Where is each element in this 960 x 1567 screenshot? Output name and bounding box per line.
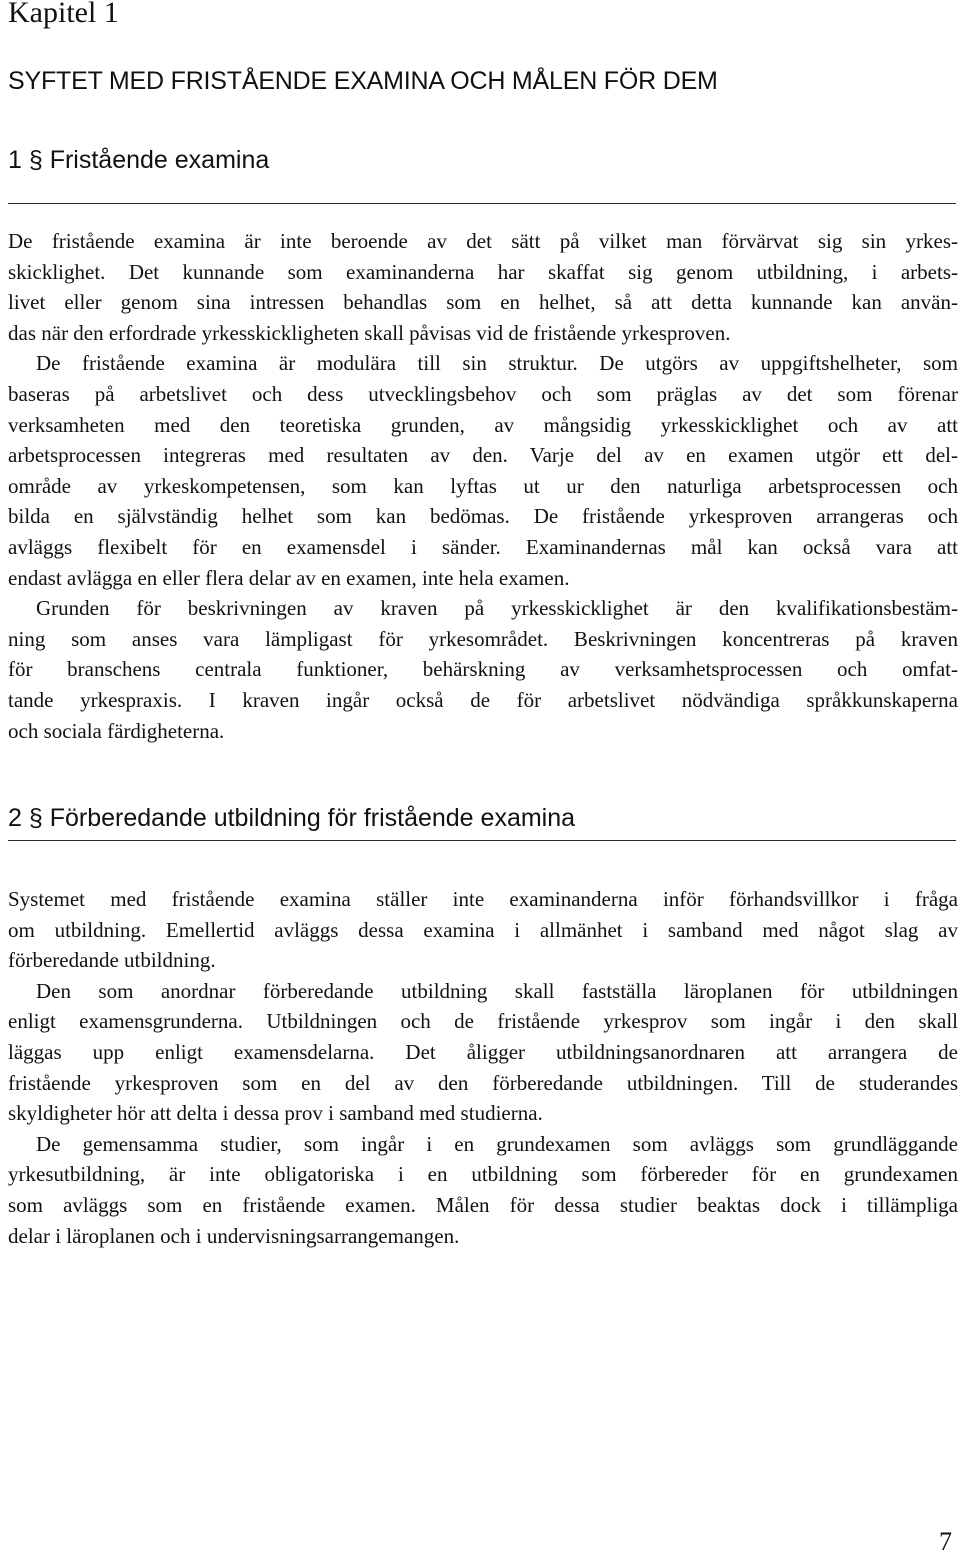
text-line: delar i läroplanen och i undervisningsarrangemangen.	[8, 1223, 460, 1248]
text-line: baseras på arbetslivet och dess utvecklingsbehov och som präglas av det som förenar	[8, 381, 958, 406]
text-line: fristående yrkesproven som en del av den förberedande utbildningen. Till de studerandes	[8, 1070, 958, 1095]
text-line: förberedande utbildning.	[8, 948, 216, 973]
text-line: bilda en självständig helhet som kan bedömas. De fristående yrkesproven arrangeras och	[8, 504, 958, 529]
chapter-label: Kapitel 1	[8, 0, 119, 29]
text-line: yrkesutbildning, är inte obligatoriska i en utbildning som förbereder för en grundexamen	[8, 1162, 958, 1187]
text-line: läggas upp enligt examensdelarna. Det åligger utbildningsanordnaren att arrangera de	[8, 1039, 958, 1064]
page-title: SYFTET MED FRISTÅENDE EXAMINA OCH MÅLEN FÖR DEM	[8, 67, 718, 95]
text-line: arbetsprocessen integreras med resultaten av den. Varje del av en examen utgör ett del-	[8, 443, 958, 468]
text-line: tande yrkespraxis. I kraven ingår också de för arbetslivet nödvändiga språkkunskaperna	[8, 687, 958, 712]
text-line: enligt examensgrunderna. Utbildningen och de fristående yrkesprov som ingår i den skall	[8, 1009, 958, 1034]
text-line: skicklighet. Det kunnande som examinanderna har skaffat sig genom utbildning, i arbets-	[8, 259, 958, 284]
section-2-body	[8, 884, 958, 1251]
text-line: ning som anses vara lämpligast för yrkesområdet. Beskrivningen koncentreras på kraven	[8, 626, 958, 651]
text-line: avläggs flexibelt för en examensdel i sänder. Examinandernas mål kan också vara att	[8, 534, 958, 559]
text-line: verksamheten med den teoretiska grunden, av mångsidig yrkesskicklighet och av att	[8, 412, 958, 437]
text-line: Systemet med fristående examina ställer inte examinanderna inför förhandsvillkor i fråga	[8, 887, 958, 911]
page-number: 7	[939, 1527, 952, 1556]
text-line: De gemensamma studier, som ingår i en grundexamen som avläggs som grundläggande	[36, 1131, 958, 1156]
text-line: och sociala färdigheterna.	[8, 718, 225, 743]
text-line: livet eller genom sina intressen behandlas som en helhet, så att detta kunnande kan använ-	[8, 290, 958, 315]
text-line: das när den erfordrade yrkesskickligheten skall påvisas vid de fristående yrkesproven.	[8, 320, 731, 345]
text-line: De fristående examina är inte beroende av det sätt på vilket man förvärvat sig sin yrkes-	[8, 229, 958, 253]
text-line: Den som anordnar förberedande utbildning skall fastställa läroplanen för utbildningen	[36, 978, 958, 1003]
text-line: Grunden för beskrivningen av kraven på yrkesskicklighet är den kvalifikationsbestäm-	[36, 596, 958, 621]
text-line: som avläggs som en fristående examen. Målen för dessa studier beaktas dock i tillämpliga	[8, 1192, 958, 1217]
section-heading-1: 1 § Fristående examina	[8, 146, 270, 174]
section-heading-2: 2 § Förberedande utbildning för fristående examina	[8, 804, 576, 832]
text-line: endast avlägga en eller flera delar av en examen, inte hela examen.	[8, 565, 570, 590]
section-divider-2	[8, 840, 956, 841]
section-1-body	[8, 226, 958, 746]
text-line: för branschens centrala funktioner, behärskning av verksamhetsprocessen och omfat-	[8, 657, 958, 682]
text-line: De fristående examina är modulära till sin struktur. De utgörs av uppgiftshelheter, som	[36, 351, 958, 376]
section-divider-1	[8, 203, 956, 204]
text-line: skyldigheter hör att delta i dessa prov i samband med studierna.	[8, 1101, 543, 1126]
text-line: område av yrkeskompetensen, som kan lyftas ut ur den naturliga arbetsprocessen och	[8, 473, 958, 498]
text-line: om utbildning. Emellertid avläggs dessa examina i allmänhet i samband med något slag av	[8, 917, 958, 942]
